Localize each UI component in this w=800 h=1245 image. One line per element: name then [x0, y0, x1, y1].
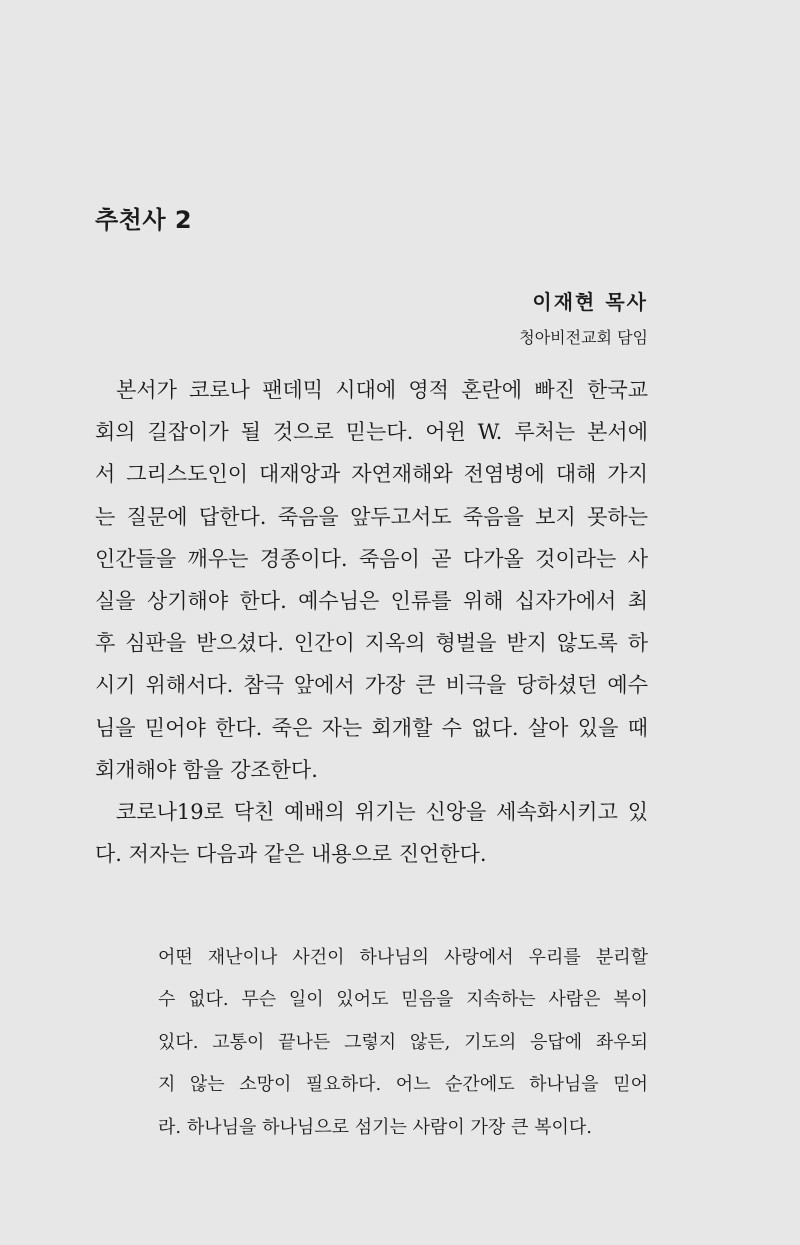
- body-line: 시기 위해서다. 참극 앞에서 가장 큰 비극을 당하셨던 예수: [95, 673, 648, 698]
- body-line: 는 질문에 답한다. 죽음을 앞두고서도 죽음을 보지 못하는: [95, 504, 648, 529]
- body-line: 인간들을 깨우는 경종이다. 죽음이 곧 다가올 것이라는 사: [95, 546, 648, 571]
- quote-line: 어떤 재난이나 사건이 하나님의 사랑에서 우리를 분리할: [158, 947, 648, 968]
- body-line: 본서가 코로나 팬데믹 시대에 영적 혼란에 빠진 한국교: [116, 378, 648, 402]
- body-line: 후 심판을 받으셨다. 인간이 지옥의 형벌을 받지 않도록 하: [95, 631, 648, 656]
- body-text: [95, 369, 648, 875]
- body-line: 회의 길잡이가 될 것으로 믿는다. 어윈 W. 루처는 본서에: [95, 420, 648, 445]
- author-block: [519, 289, 648, 349]
- quote-line: 수 없다. 무슨 일이 있어도 믿음을 지속하는 사람은 복이: [158, 989, 648, 1011]
- author-role: 청아비전교회 담임: [519, 328, 648, 347]
- quote-line: 지 않는 소망이 필요하다. 어느 순간에도 하나님을 믿어: [158, 1074, 648, 1096]
- body-line: 코로나19로 닥친 예배의 위기는 신앙을 세속화시키고 있: [116, 800, 648, 825]
- body-line: 님을 믿어야 한다. 죽은 자는 회개할 수 없다. 살아 있을 때: [95, 715, 648, 740]
- section-heading: 추천사 2: [95, 206, 193, 234]
- author-name: 이재현 목사: [532, 290, 648, 314]
- block-quote: [158, 937, 648, 1149]
- body-line: 서 그리스도인이 대재앙과 자연재해와 전염병에 대해 가지: [95, 462, 648, 487]
- body-line: 실을 상기해야 한다. 예수님은 인류를 위해 십자가에서 최: [95, 589, 648, 614]
- body-line: 다. 저자는 다음과 같은 내용으로 진언한다.: [95, 842, 487, 867]
- quote-line: 있다. 고통이 끝나든 그렇지 않든, 기도의 응답에 좌우되: [158, 1031, 648, 1053]
- quote-line: 라. 하나님을 하나님으로 섬기는 사람이 가장 큰 복이다.: [158, 1116, 593, 1138]
- body-line: 회개해야 함을 강조한다.: [95, 757, 318, 782]
